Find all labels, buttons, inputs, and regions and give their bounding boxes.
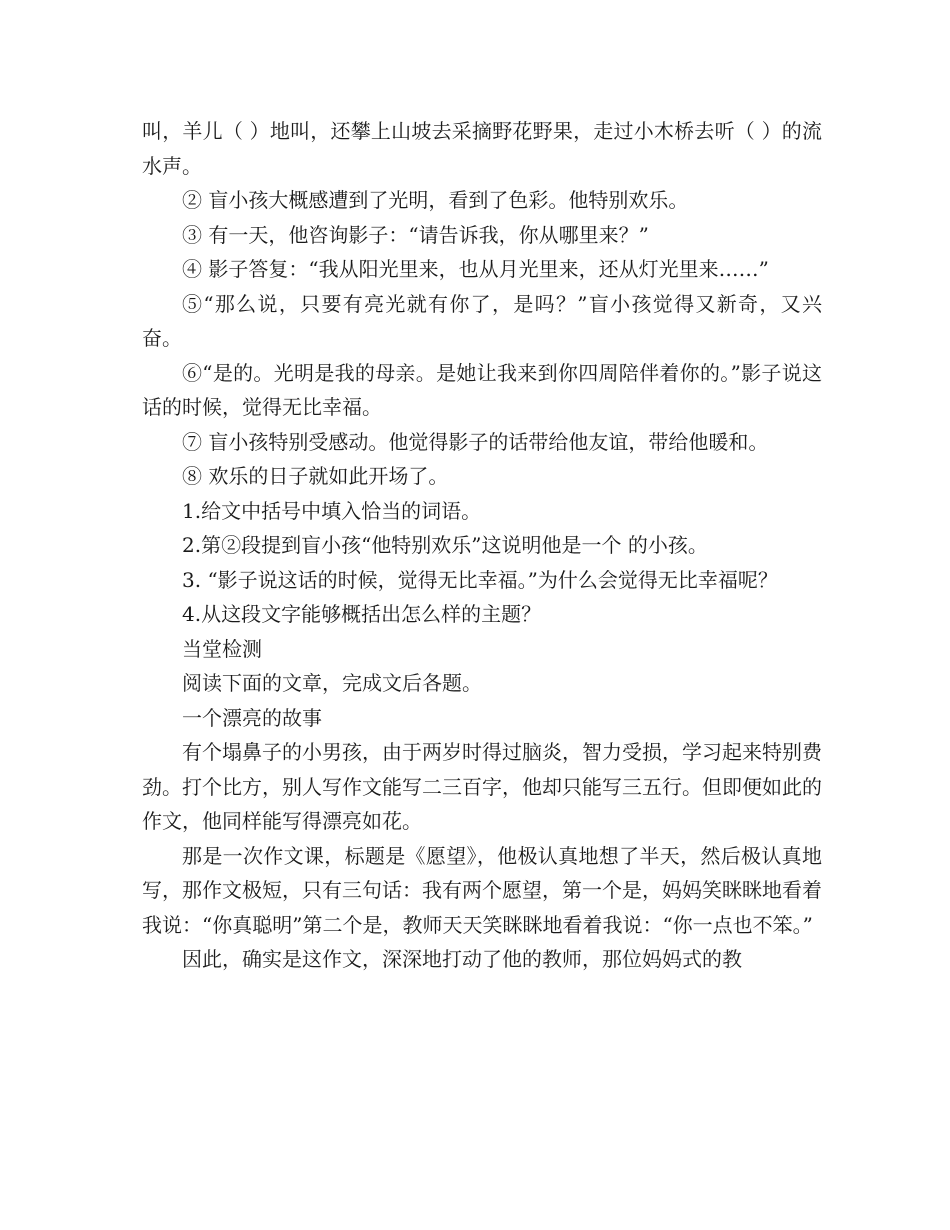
story-paragraph-1: 有个塌鼻子的小男孩，由于两岁时得过脑炎，智力受损，学习起来特别费劲。打个比方，别人写作文能写二三百字，他却只能写三五行。但即便如此的作文，他同样能写得漂亮如花。: [142, 740, 822, 833]
story-title: 一个漂亮的故事: [182, 705, 322, 730]
story-paragraph-2: 那是一次作文课，标题是《愿望》，他极认真地想了半天，然后极认真地写，那作文极短，只有三句话：我有两个愿望，第一个是，妈妈笑眯眯地看着我说：“你真聪明”第二个是，教师天天笑眯眯地看着我说：“你一点也不笨。”: [142, 843, 822, 937]
paragraph-8: ⑧ 欢乐的日子就如此开场了。: [182, 464, 449, 488]
paragraph-3: ③ 有一天，他咨询影子：“请告诉我，你从哪里来？”: [182, 222, 649, 247]
story-paragraph-3: 因此，确实是这作文，深深地打动了他的教师，那位妈妈式的教: [182, 947, 742, 971]
question-4: 4.从这段文字能够概括出怎么样的主题？: [182, 602, 542, 626]
document-page: [142, 114, 822, 977]
instruction-text: 阅读下面的文章，完成文后各题。: [182, 671, 482, 695]
paragraph-2: ② 盲小孩大概感遭到了光明，看到了色彩。他特别欢乐。: [182, 188, 689, 212]
question-3: 3. “影子说这话的时候，觉得无比幸福。”为什么会觉得无比幸福呢？: [182, 567, 778, 592]
paragraph-6: ⑥“是的。光明是我的母亲。是她让我来到你四周陪伴着你的。”影子说这话的时候，觉得无比幸福。: [142, 360, 822, 419]
paragraph-5: ⑤“那么说，只要有亮光就有你了，是吗？”盲小孩觉得又新奇，又兴奋。: [142, 291, 822, 350]
question-1: 1.给文中括号中填入恰当的词语。: [182, 498, 482, 523]
paragraph-4: ④ 影子答复：“我从阳光里来，也从月光里来，还从灯光里来……”: [182, 257, 769, 281]
paragraph-1: 叫，羊儿（ ）地叫，还攀上山坡去采摘野花野果，走过小木桥去听（ ）的流水声。: [142, 119, 822, 178]
section-heading: 当堂检测: [182, 636, 262, 661]
question-2: 2.第②段提到盲小孩“他特别欢乐”这说明他是一个 的小孩。: [182, 533, 708, 557]
paragraph-7: ⑦ 盲小孩特别受感动。他觉得影子的话带给他友谊，带给他暖和。: [182, 429, 769, 454]
